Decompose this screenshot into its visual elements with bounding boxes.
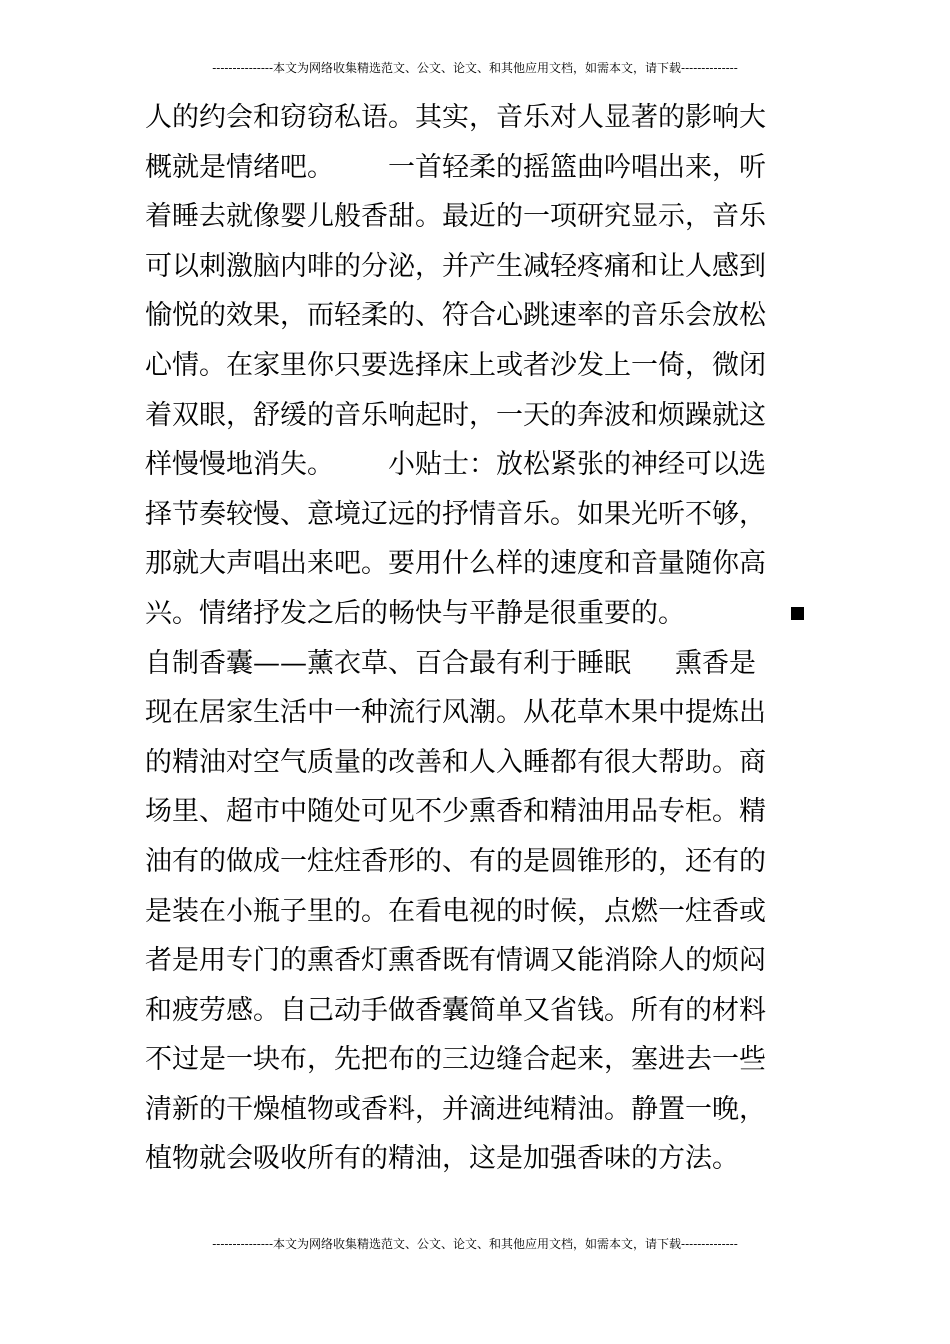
text-line	[145, 837, 825, 887]
page-header: ---------------本文为网络收集精选范文、公文、论文、和其他应用文档，如需本文，请下载--------------	[212, 61, 738, 75]
text-line	[145, 93, 825, 143]
text-line	[145, 490, 825, 540]
text-segment: 的精油对空气质量的改善和人入睡都有很大帮助。商	[145, 746, 766, 778]
text-line	[145, 192, 825, 242]
text-segment: 概就是情绪吧。	[145, 151, 334, 183]
text-line	[145, 440, 825, 490]
text-segment: 人的约会和窃窃私语。其实，音乐对人显著的影响大	[145, 102, 766, 133]
text-line	[145, 738, 825, 788]
text-segment: 熏香是	[675, 647, 756, 679]
text-line	[145, 539, 825, 589]
text-segment: 样慢慢地消失。	[145, 449, 334, 481]
text-segment: 者是用专门的熏香灯熏香既有情调又能消除人的烦闷	[145, 945, 766, 977]
text-line	[145, 291, 825, 341]
text-segment: 着双眼，舒缓的音乐响起时，一天的奔波和烦躁就这	[145, 399, 766, 431]
text-line	[145, 1085, 825, 1135]
text-segment: 小贴士：放松紧张的神经可以选	[388, 449, 766, 481]
text-segment: 不过是一块布，先把布的三边缝合起来，塞进去一些	[145, 1044, 766, 1076]
text-segment: 那就大声唱出来吧。要用什么样的速度和音量随你高	[145, 548, 766, 580]
text-segment: 是装在小瓶子里的。在看电视的时候，点燃一炷香或	[145, 895, 766, 927]
text-segment: 心情。在家里你只要选择床上或者沙发上一倚，微闭	[145, 349, 766, 381]
text-segment: 自制香囊——薰衣草、百合最有利于睡眠	[145, 647, 631, 679]
text-segment: 择节奏较慢、意境辽远的抒情音乐。如果光听不够，	[145, 498, 766, 530]
text-line	[145, 787, 825, 837]
text-segment: 着睡去就像婴儿般香甜。最近的一项研究显示，音乐	[145, 201, 766, 233]
text-line	[145, 143, 825, 193]
text-segment: 场里、超市中随处可见不少熏香和精油用品专柜。精	[145, 796, 766, 828]
text-segment: 愉悦的效果，而轻柔的、符合心跳速率的音乐会放松	[145, 300, 766, 332]
text-line	[145, 639, 825, 689]
text-line	[145, 688, 825, 738]
bullet-square-icon	[791, 607, 804, 620]
text-segment: 一首轻柔的摇篮曲吟唱出来，听	[388, 151, 766, 183]
text-segment: 现在居家生活中一种流行风潮。从花草木果中提炼出	[145, 697, 766, 729]
text-segment: 和疲劳感。自己动手做香囊简单又省钱。所有的材料	[145, 994, 766, 1026]
text-line	[145, 986, 825, 1036]
text-line	[145, 887, 825, 937]
text-segment: 油有的做成一炷炷香形的、有的是圆锥形的，还有的	[145, 845, 766, 877]
text-line	[145, 391, 825, 441]
text-segment: 植物就会吸收所有的精油，这是加强香味的方法。	[145, 1143, 739, 1175]
document-body	[145, 93, 825, 1184]
text-line	[145, 341, 825, 391]
text-line	[145, 242, 825, 292]
text-line	[145, 936, 825, 986]
text-segment: 清新的干燥植物或香料，并滴进纯精油。静置一晚，	[145, 1093, 766, 1125]
page-footer: ---------------本文为网络收集精选范文、公文、论文、和其他应用文档，如需本文，请下载--------------	[212, 1237, 738, 1251]
text-segment: 兴。情绪抒发之后的畅快与平静是很重要的。	[145, 597, 685, 629]
text-line	[145, 1134, 825, 1184]
text-line	[145, 589, 825, 639]
text-segment: 可以刺激脑内啡的分泌，并产生减轻疼痛和让人感到	[145, 250, 766, 282]
text-line	[145, 1035, 825, 1085]
